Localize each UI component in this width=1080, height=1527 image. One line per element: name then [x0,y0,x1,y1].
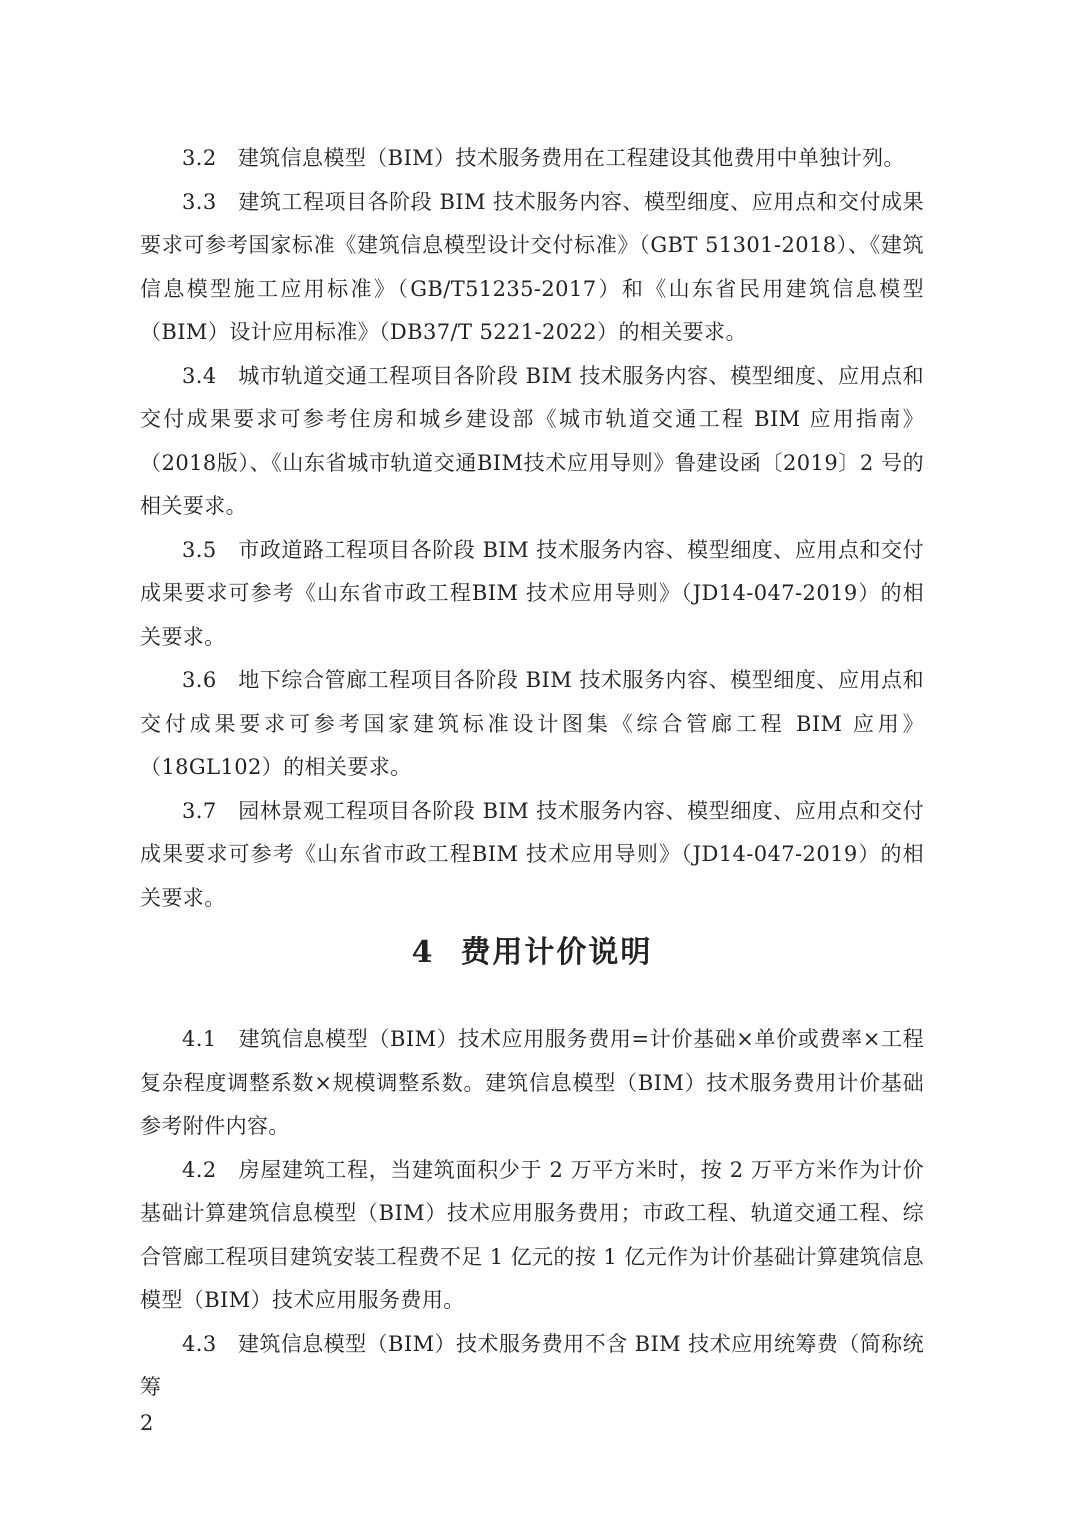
paragraph-3-6 [140,659,924,790]
clause-number: 4.3 [182,1331,217,1356]
paragraph-3-4 [140,355,924,529]
clause-text: 市政道路工程项目各阶段 BIM 技术服务内容、模型细度、应用点和交付成果要求可参考《山东省市政工程BIM 技术应用导则》（JD14-047-2019）的相关要求。 [140,537,924,649]
clause-number: 3.4 [182,363,217,388]
clause-text: 地下综合管廊工程项目各阶段 BIM 技术服务内容、模型细度、应用点和交付成果要求可参考国家建筑标准设计图集《综合管廊工程 BIM 应用》（18GL102）的相关要求。 [140,668,924,779]
clause-number: 4.2 [182,1157,217,1182]
page-number: 2 [140,1411,154,1435]
paragraph-4-3 [140,1323,924,1410]
paragraph-4-2 [140,1149,924,1323]
section-4-body [140,1018,924,1410]
clause-text: 建筑工程项目各阶段 BIM 技术服务内容、模型细度、应用点和交付成果要求可参考国家标准《建筑信息模型设计交付标准》（GBT 51301-2018）、《建筑信息模型施工应用标准》（GB/T51235-2017）和《山东省民用建筑信息模型（BIM）设计应用标准》（DB37/T 5221-2022）的相关要求。 [140,189,924,344]
paragraph-3-2 [140,137,924,181]
clause-text: 建筑信息模型（BIM）技术服务费用不含 BIM 技术应用统筹费（简称统筹 [140,1331,924,1399]
paragraph-3-3 [140,181,924,355]
clause-number: 3.5 [182,537,217,562]
paragraph-3-5 [140,529,924,660]
clause-text: 房屋建筑工程，当建筑面积少于 2 万平方米时，按 2 万平方米作为计价基础计算建筑信息模型（BIM）技术应用服务费用；市政工程、轨道交通工程、综合管廊工程项目建筑安装工程费不足 1 亿元的按 1 亿元作为计价基础计算建筑信息模型（BIM）技术应用服务费用。 [140,1157,924,1312]
paragraph-4-1 [140,1018,924,1149]
clause-number: 3.2 [182,146,217,170]
clause-text: 建筑信息模型（BIM）技术应用服务费用=计价基础×单价或费率×工程复杂程度调整系数×规模调整系数。建筑信息模型（BIM）技术服务费用计价基础参考附件内容。 [140,1027,924,1138]
paragraph-3-7 [140,790,924,921]
clause-text: 城市轨道交通工程项目各阶段 BIM 技术服务内容、模型细度、应用点和交付成果要求可参考住房和城乡建设部《城市轨道交通工程 BIM 应用指南》（2018版）、《山东省城市轨道交通BIM技术应用导则》鲁建设函〔2019〕2 号的相关要求。 [140,363,924,518]
section-3-body [140,137,924,920]
section-heading [140,928,924,978]
section-title: 费用计价说明 [460,935,653,970]
clause-number: 3.6 [182,668,217,692]
clause-text: 建筑信息模型（BIM）技术服务费用在工程建设其他费用中单独计列。 [237,146,905,170]
clause-number: 4.1 [182,1027,217,1051]
clause-text: 园林景观工程项目各阶段 BIM 技术服务内容、模型细度、应用点和交付成果要求可参考《山东省市政工程BIM 技术应用导则》（JD14-047-2019）的相关要求。 [140,798,924,910]
clause-number: 3.7 [182,798,217,823]
section-number: 4 [411,935,435,970]
clause-number: 3.3 [182,189,217,214]
